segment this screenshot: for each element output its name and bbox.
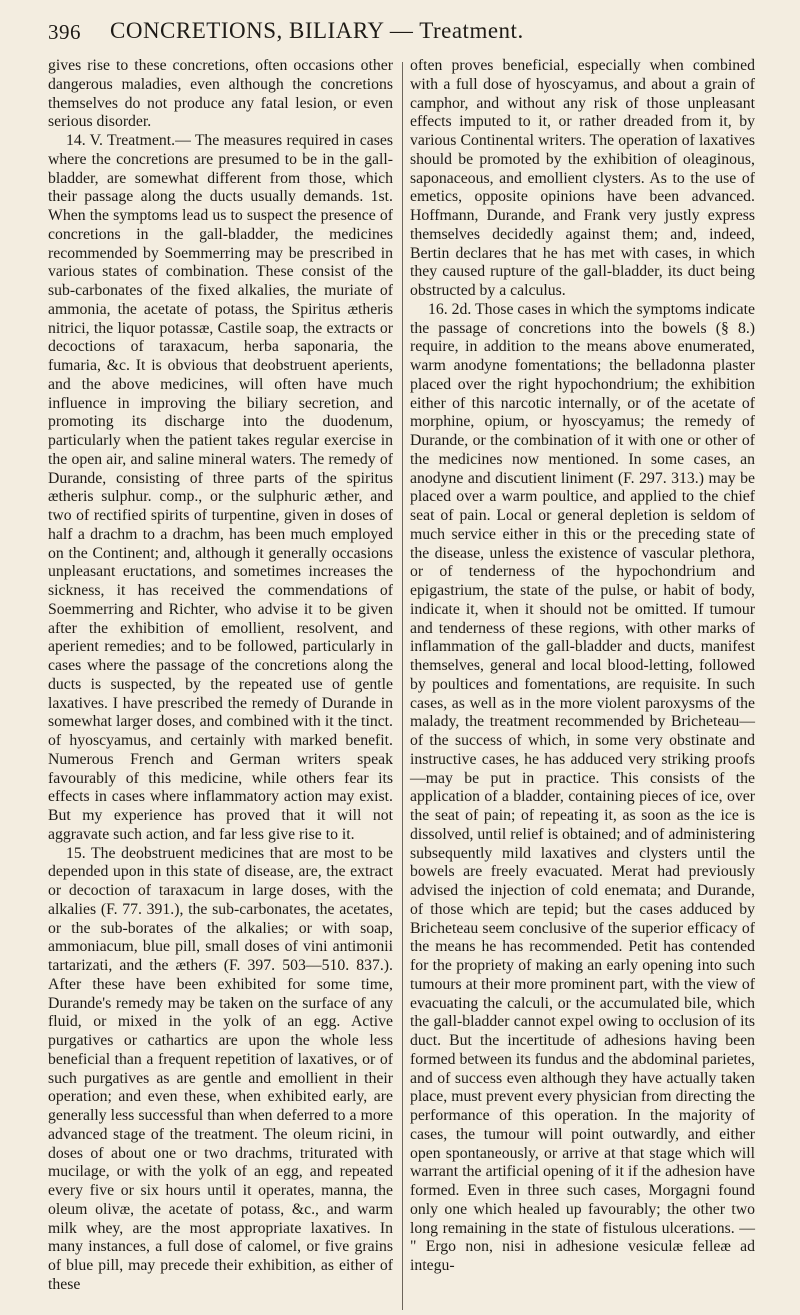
paragraph: 14. V. Treatment.— The measures required in cases where the concretions are presumed to be in the gall-bladder, are somewhat different from those, which their passage along the ducts usually demands. 1st. When the symptoms lead us to suspect the presence of concretions in the gall-bladder, the medicines recommended by Soemmerring may be prescribed in various states of combination. These consist of the sub-carbonates of the fixed alkalies, the muriate of ammonia, the acetate of potass, the Spiritus ætheris nitrici, the liquor potassæ, Castile soap, the extracts or decoctions of taraxacum, herba saponaria, the fumaria, &c. It is obvious that deobstruent aperients, and the above medicines, will often have much influence in improving the biliary secretion, and promoting its discharge into the duodenum, particularly when the patient takes regular exercise in the open air, and saline mineral waters. The remedy of Durande, consisting of three parts of the spiritus ætheris sulphur. comp., or the sulphuric æther, and two of rectified spirits of turpentine, given in doses of half a drachm to a drachm, has been much employed on the Continent; and, although it generally occasions unpleasant eructations, and sometimes increases the sickness, it has received the commendations of Soemmerring and Richter, who advise it to be given after the exhibition of emollient, resolvent, and aperient remedies; and to be followed, particularly in cases where the passage of the concretions along the ducts is suspected, by the repeated use of gentle laxatives. I have prescribed the remedy of Durande in somewhat larger doses, and combined with it the tinct. of hyoscyamus, and certainly with marked benefit. Numerous French and German writers speak favourably of this medicine, while others fear its effects in cases where inflammatory action may exist. But my experience has proved that it will not aggravate such action, and far less give rise to it.: [48, 132, 393, 843]
paragraph: 15. The deobstruent medicines that are most to be depended upon in this state of disease, are, the extract or decoction of taraxacum in large doses, with the alkalies (F. 77. 391.), the sub-carbonates, the acetates, or the sub-borates of the alkalies; or with soap, ammoniacum, blue pill, small doses of vini antimonii tartarizati, and the æthers (F. 397. 503—510. 837.). After these have been exhibited for some time, Durande's remedy may be taken on the surface of any fluid, or mixed in the yolk of an egg. Active purgatives or cathartics are upon the whole less beneficial than a frequent repetition of laxatives, or of such purgatives as are gentle and emollient in their operation; and even these, when exhibited early, are generally less successful than when deferred to a more advanced stage of the treatment. The oleum ricini, in doses of about one or two drachms, triturated with mucilage, or with the yolk of an egg, and repeated every five or six hours until it operates, manna, the oleum olivæ, the acetate of potass, &c., and warm milk whey, are the most appropriate laxatives. In many instances, a full dose of calomel, or five grains of blue pill, may precede their exhibition, as either of these: [48, 844, 393, 1293]
page-number: 396: [48, 20, 81, 44]
paragraph: gives rise to these concretions, often occasions other dangerous maladies, even although the concretions themselves do not produce any fatal lesion, or even serious disorder.: [48, 57, 393, 131]
column-divider: [402, 62, 403, 1310]
running-header: [48, 8, 784, 48]
paragraph: 16. 2d. Those cases in which the symptoms indicate the passage of concretions into the bowels (§ 8.) require, in addition to the means above enumerated, warm anodyne fomentations; the belladonna plaster placed over the right hypochondrium; the exhibition either of this narcotic internally, or of the acetate of morphine, opium, or hyoscyamus; the remedy of Durande, or the combination of it with one or other of the medicines now mentioned. In some cases, an anodyne and discutient liniment (F. 297. 313.) may be placed over a warm poultice, and applied to the chief seat of pain. Local or general depletion is seldom of much service either in this or the preceding state of the disease, unless the existence of vascular plethora, or of tenderness of the hypochondrium and epigastrium, the state of the pulse, or habit of body, indicate it, when it should not be omitted. If tumour and tenderness of these regions, with other marks of inflammation of the gall-bladder and ducts, manifest themselves, general and local blood-letting, followed by poultices and fomentations, are requisite. In such cases, as well as in the more violent paroxysms of the malady, the treatment recommended by Bricheteau—of the success of which, in some very obstinate and instructive cases, he has adduced very striking proofs—may be put in practice. This consists of the application of a bladder, containing pieces of ice, over the seat of pain; of repeating it, as soon as the ice is dissolved, until relief is obtained; and of administering subsequently mild laxatives and clysters until the bowels are freely evacuated. Merat had previously advised the injection of cold enemata; and Durande, of those which are tepid; but the cases adduced by Bricheteau seem conclusive of the superior efficacy of the means he has recommended. Petit has contended for the propriety of making an early opening into such tumours at their more prominent part, with the view of evacuating the calculi, or the accumulated bile, which the gall-bladder cannot expel owing to occlusion of its duct. But the incertitude of adhesions having been formed between its fundus and the abdominal parietes, and of success even although they have actually taken place, must prevent every physician from directing the performance of this operation. In the majority of cases, the tumour will point outwardly, and either open spontaneously, or arrive at that stage which will warrant the artificial opening of it if the adhesion have formed. Even in three such cases, Morgagni found only one which healed up favourably; the other two long remaining in the state of fistulous ulcerations. — " Ergo non, nisi in adhesione vesiculæ felleæ ad integu-: [410, 300, 755, 1274]
running-title: CONCRETIONS, BILIARY — Treatment.: [110, 18, 524, 43]
left-column: [48, 57, 393, 1295]
paragraph: often proves beneficial, especially when combined with a full dose of hyoscyamus, and about a grain of camphor, and without any risk of those unpleasant effects imputed to it, or rather dreaded from it, by various Continental writers. The operation of laxatives should be promoted by the exhibition of oleaginous, saponaceous, and emollient clysters. As to the use of emetics, opposite opinions have been advanced. Hoffmann, Durande, and Frank very justly express themselves decidedly against them; and, indeed, Bertin declares that he has met with cases, in which they caused rupture of the gall-bladder, its duct being obstructed by a calculus.: [410, 57, 755, 299]
right-column: [410, 57, 755, 1276]
